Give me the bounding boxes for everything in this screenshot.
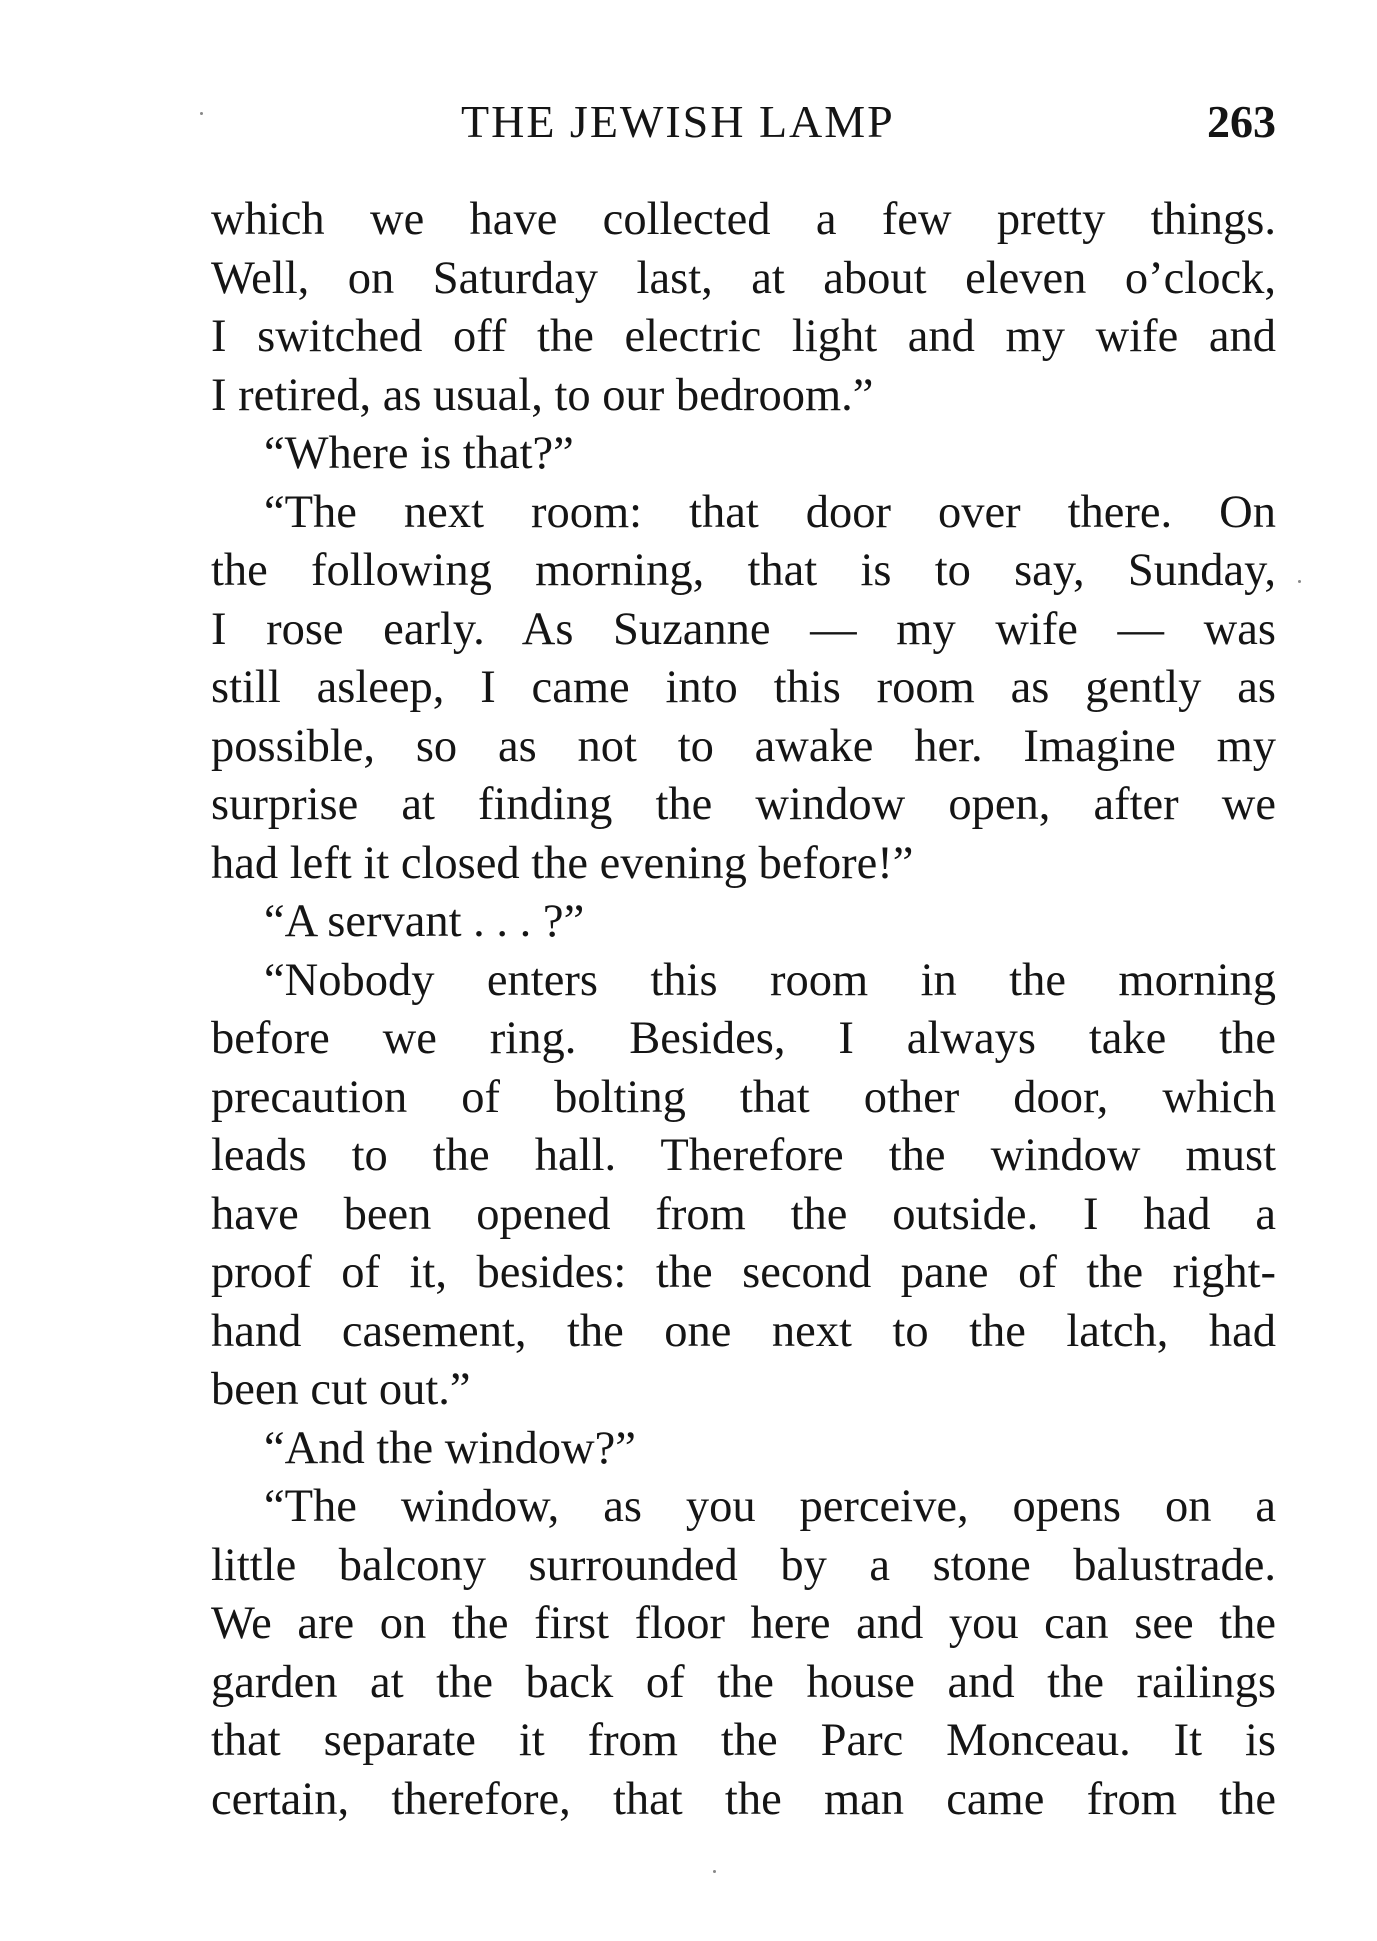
text-line: “The window, as you perceive, opens on a [264,1481,1276,1532]
text-line: precaution of bolting that other door, which [211,1071,1276,1123]
body-text [211,191,1276,1829]
text-line: certain, therefore, that the man came from the [211,1773,1276,1825]
text-line: have been opened from the outside. I had a [211,1188,1276,1240]
text-line: that separate it from the Parc Monceau. It is [211,1715,1276,1766]
text-line: hand casement, the one next to the latch, had [211,1305,1276,1357]
text-line: leads to the hall. Therefore the window must [211,1130,1276,1181]
text-line: been cut out.” [211,1364,471,1415]
text-line: “A servant . . . ?” [264,896,585,947]
running-title: THE JEWISH LAMP [461,96,895,147]
text-line: “And the window?” [264,1422,636,1474]
text-line: I rose early. As Suzanne — my wife — was [211,603,1276,655]
text-line: garden at the back of the house and the railings [211,1656,1276,1708]
text-line: “Where is that?” [264,428,574,479]
text-line: proof of it, besides: the second pane of the right- [211,1247,1276,1298]
text-line: little balcony surrounded by a stone balustrade. [211,1539,1276,1591]
paper-speck [1298,580,1301,583]
text-line: had left it closed the evening before!” [211,837,914,889]
text-line: “Nobody enters this room in the morning [264,954,1276,1006]
text-line: possible, so as not to awake her. Imagine my [211,720,1276,772]
text-line: the following morning, that is to say, Sunday, [211,545,1276,596]
page-number: 263 [1207,96,1276,147]
text-line: We are on the first floor here and you can see the [211,1598,1276,1649]
text-line: I retired, as usual, to our bedroom.” [211,369,874,421]
text-line: still asleep, I came into this room as gently as [211,662,1276,713]
text-line: surprise at finding the window open, after we [211,779,1276,830]
text-line: “The next room: that door over there. On [264,486,1276,538]
text-line: which we have collected a few pretty things. [211,194,1276,245]
text-line: before we ring. Besides, I always take the [211,1013,1276,1064]
paper-speck [713,1870,716,1873]
text-line: Well, on Saturday last, at about eleven o’clock, [211,252,1276,304]
running-head [211,96,1276,148]
paper-speck [200,112,203,115]
text-line: I switched off the electric light and my wife and [211,311,1276,362]
